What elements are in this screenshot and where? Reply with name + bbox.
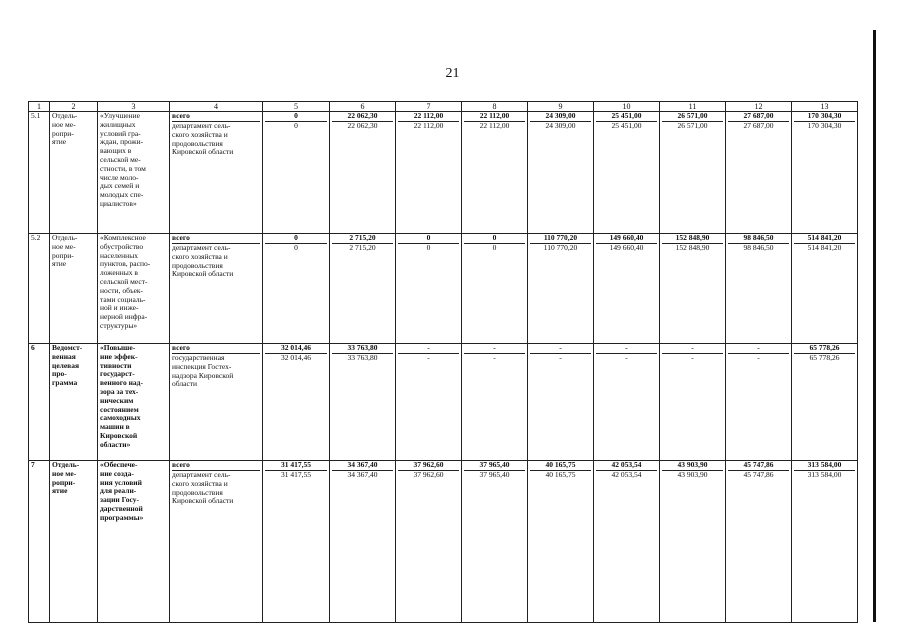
total-value: 43 903,90 [662, 461, 723, 471]
row-type-cell: Отдель- ное ме- ропри- ятие [50, 112, 98, 234]
total-value: 22 112,00 [398, 112, 459, 122]
row-id-cell: 5.1 [29, 112, 50, 234]
value-cell [726, 344, 792, 461]
value-cell [462, 112, 528, 234]
value-cell [726, 234, 792, 344]
row-name-cell: «Комплексное обустройство населенных пунктов, распо- ложенных в сельской мест- ности, объек- тами социаль- ной и инже- нерной инфра- структуры» [98, 234, 170, 344]
header-cell: 4 [170, 102, 263, 112]
value-cell [263, 344, 330, 461]
total-value: 27 687,00 [728, 112, 789, 122]
row-source-cell [170, 344, 263, 461]
total-value: 514 841,20 [794, 234, 855, 244]
value-cell [396, 344, 462, 461]
department-value: 32 014,46 [281, 353, 311, 362]
value-cell [792, 344, 858, 461]
total-value: - [530, 344, 591, 354]
value-cell [660, 461, 726, 623]
total-value: 34 367,40 [332, 461, 393, 471]
value-cell [528, 234, 594, 344]
value-cell [660, 234, 726, 344]
value-cell [263, 112, 330, 234]
department-value: - [427, 353, 430, 362]
value-cell [396, 234, 462, 344]
department-value: 514 841,20 [807, 243, 842, 252]
table-row [29, 112, 858, 234]
total-value: 65 778,26 [794, 344, 855, 354]
total-value: 149 660,40 [596, 234, 657, 244]
department-value: 0 [492, 243, 497, 252]
table-header-row [29, 102, 858, 112]
department-name: департамент сель- ского хозяйства и продовольствия Кировской области [172, 121, 234, 157]
total-value: 32 014,46 [265, 344, 327, 354]
department-value: 25 451,00 [611, 121, 642, 130]
header-cell: 13 [792, 102, 858, 112]
table-row [29, 344, 858, 461]
total-value: 22 112,00 [464, 112, 525, 122]
value-cell [594, 112, 660, 234]
total-value: 98 846,50 [728, 234, 789, 244]
header-cell: 8 [462, 102, 528, 112]
total-value: - [662, 344, 723, 354]
value-cell [594, 234, 660, 344]
department-value: 27 687,00 [743, 121, 774, 130]
row-source-cell [170, 112, 263, 234]
total-label: всего [172, 112, 260, 122]
total-value: 37 962,60 [398, 461, 459, 471]
total-value: 0 [265, 112, 327, 122]
value-cell [330, 461, 396, 623]
header-cell: 10 [594, 102, 660, 112]
header-cell: 7 [396, 102, 462, 112]
department-value: 149 660,40 [609, 243, 644, 252]
total-value: 25 451,00 [596, 112, 657, 122]
department-value: 37 962,60 [413, 470, 444, 479]
header-cell: 5 [263, 102, 330, 112]
department-value: - [691, 353, 694, 362]
row-source-cell [170, 461, 263, 623]
total-value: - [464, 344, 525, 354]
row-type-cell: Ведомст- венная целевая про- грамма [50, 344, 98, 461]
header-cell: 6 [330, 102, 396, 112]
department-value: 313 584,00 [807, 470, 842, 479]
page-number: 21 [445, 66, 460, 81]
department-value: 33 763,80 [347, 353, 378, 362]
department-value: 45 747,86 [743, 470, 774, 479]
header-cell: 2 [50, 102, 98, 112]
total-value: 37 965,40 [464, 461, 525, 471]
total-value: - [596, 344, 657, 354]
total-value: 110 770,20 [530, 234, 591, 244]
department-value: - [757, 353, 760, 362]
department-value: 22 062,30 [347, 121, 378, 130]
value-cell [594, 461, 660, 623]
department-value: - [493, 353, 496, 362]
total-value: 2 715,20 [332, 234, 393, 244]
department-name: департамент сель- ского хозяйства и продовольствия Кировской области [172, 470, 234, 506]
value-cell [528, 344, 594, 461]
total-label: всего [172, 234, 260, 244]
total-value: - [728, 344, 789, 354]
row-id-cell: 6 [29, 344, 50, 461]
value-cell [396, 112, 462, 234]
department-name: департамент сель- ского хозяйства и продовольствия Кировской области [172, 243, 234, 279]
total-label: всего [172, 461, 260, 471]
value-cell [660, 344, 726, 461]
value-cell [792, 112, 858, 234]
total-value: 24 309,00 [530, 112, 591, 122]
department-value: 34 367,40 [347, 470, 378, 479]
total-value: 152 848,90 [662, 234, 723, 244]
total-value: 0 [265, 234, 327, 244]
department-value: 40 165,75 [545, 470, 576, 479]
value-cell [330, 234, 396, 344]
row-id-cell: 7 [29, 461, 50, 623]
department-value: 0 [294, 121, 298, 130]
department-value: 26 571,00 [677, 121, 708, 130]
value-cell [263, 234, 330, 344]
row-type-cell: Отдель- ное ме- ропри- ятие [50, 234, 98, 344]
value-cell [330, 344, 396, 461]
table-row [29, 234, 858, 344]
header-cell: 11 [660, 102, 726, 112]
value-cell [792, 461, 858, 623]
header-cell: 12 [726, 102, 792, 112]
department-value: 65 778,26 [809, 353, 840, 362]
value-cell [396, 461, 462, 623]
total-value: 33 763,80 [332, 344, 393, 354]
total-value: 0 [398, 234, 459, 244]
value-cell [792, 234, 858, 344]
value-cell [330, 112, 396, 234]
budget-table [28, 101, 858, 623]
department-value: 110 770,20 [543, 243, 578, 252]
department-value: 152 848,90 [675, 243, 710, 252]
total-value: 26 571,00 [662, 112, 723, 122]
total-value: 42 053,54 [596, 461, 657, 471]
department-value: - [559, 353, 562, 362]
value-cell [263, 461, 330, 623]
department-value: 43 903,90 [677, 470, 708, 479]
value-cell [594, 344, 660, 461]
department-value: 31 417,55 [281, 470, 311, 479]
value-cell [528, 112, 594, 234]
value-cell [462, 234, 528, 344]
value-cell [660, 112, 726, 234]
total-value: 45 747,86 [728, 461, 789, 471]
row-name-cell: «Улучшение жилищных условий гра- ждан, прожи- вающих в сельской ме- стности, в том числе моло- дых семей и молодых спе- циалистов» [98, 112, 170, 234]
table-row [29, 461, 858, 623]
department-value: - [625, 353, 628, 362]
total-value: 31 417,55 [265, 461, 327, 471]
department-name: государственная инспекция Гостех- надзора Кировской области [172, 353, 234, 389]
department-value: 37 965,40 [479, 470, 510, 479]
value-cell [462, 461, 528, 623]
row-id-cell: 5.2 [29, 234, 50, 344]
value-cell [726, 461, 792, 623]
total-value: 313 584,00 [794, 461, 855, 471]
department-value: 0 [426, 243, 431, 252]
total-value: 40 165,75 [530, 461, 591, 471]
row-source-cell [170, 234, 263, 344]
row-type-cell: Отдель- ное ме- ропри- ятие [50, 461, 98, 623]
department-value: 42 053,54 [611, 470, 642, 479]
scan-edge-line [873, 30, 876, 622]
department-value: 0 [294, 243, 298, 252]
header-cell: 9 [528, 102, 594, 112]
header-cell: 1 [29, 102, 50, 112]
value-cell [528, 461, 594, 623]
department-value: 170 304,30 [807, 121, 842, 130]
total-value: 0 [464, 234, 525, 244]
total-value: 170 304,30 [794, 112, 855, 122]
value-cell [462, 344, 528, 461]
total-label: всего [172, 344, 260, 354]
total-value: - [398, 344, 459, 354]
total-value: 22 062,30 [332, 112, 393, 122]
department-value: 22 112,00 [413, 121, 444, 130]
department-value: 2 715,20 [349, 243, 376, 252]
department-value: 98 846,50 [743, 243, 774, 252]
value-cell [726, 112, 792, 234]
row-name-cell: «Обеспече- ние созда- ния условий для реали- зации Госу- дарственной программы» [98, 461, 170, 623]
header-cell: 3 [98, 102, 170, 112]
department-value: 24 309,00 [545, 121, 576, 130]
row-name-cell: «Повыше- ние эффек- тивности государст- венного над- зора за тех- ническим состоянием самоходных машин в Кировской области» [98, 344, 170, 461]
department-value: 22 112,00 [479, 121, 510, 130]
